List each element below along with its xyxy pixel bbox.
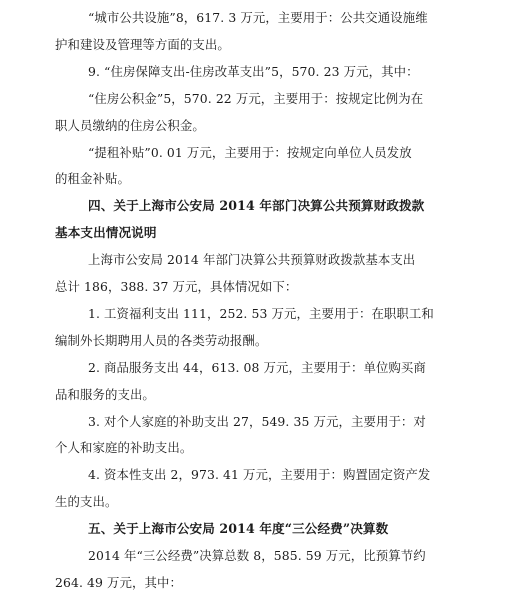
- list-item: 1. 工资福利支出 111，252. 53 万元，主要用于：在职职工和: [88, 306, 434, 321]
- text-line: 264. 49 万元，其中：: [55, 575, 182, 590]
- section-heading: 五、关于上海市公安局 2014 年度“三公经费”决算数: [88, 521, 389, 536]
- text-line: 2014 年“三公经费”决算总数 8，585. 59 万元，比预算节约: [88, 548, 426, 563]
- text-line: 品和服务的支出。: [55, 387, 155, 402]
- text-line: 的租金补贴。: [55, 171, 130, 186]
- text-line: 上海市公安局 2014 年部门决算公共预算财政拨款基本支出: [88, 252, 416, 267]
- list-item: 2. 商品服务支出 44，613. 08 万元，主要用于：单位购买商: [88, 360, 426, 375]
- text-line: “城市公共设施”8，617. 3 万元，主要用于：公共交通设施维: [88, 10, 428, 25]
- text-line: “住房公积金”5，570. 22 万元，主要用于：按规定比例为在: [88, 91, 424, 106]
- text-line: “提租补贴”0. 01 万元，主要用于：按规定向单位人员发放: [88, 145, 412, 160]
- text-line: 总计 186，388. 37 万元，具体情况如下：: [55, 279, 298, 294]
- list-item: 4. 资本性支出 2，973. 41 万元，主要用于：购置固定资产发: [88, 467, 431, 482]
- text-line: 职人员缴纳的住房公积金。: [55, 118, 205, 133]
- section-heading: 四、关于上海市公安局 2014 年部门决算公共预算财政拨款: [88, 198, 425, 213]
- text-line: 个人和家庭的补助支出。: [55, 440, 193, 455]
- text-line: 生的支出。: [55, 494, 118, 509]
- section-heading-continued: 基本支出情况说明: [55, 225, 157, 240]
- text-line: 编制外长期聘用人员的各类劳动报酬。: [55, 333, 268, 348]
- text-line: 9. “住房保障支出-住房改革支出”5，570. 23 万元，其中：: [88, 64, 419, 79]
- text-line: 护和建设及管理等方面的支出。: [55, 37, 230, 52]
- list-item: 3. 对个人家庭的补助支出 27，549. 35 万元，主要用于：对: [88, 414, 426, 429]
